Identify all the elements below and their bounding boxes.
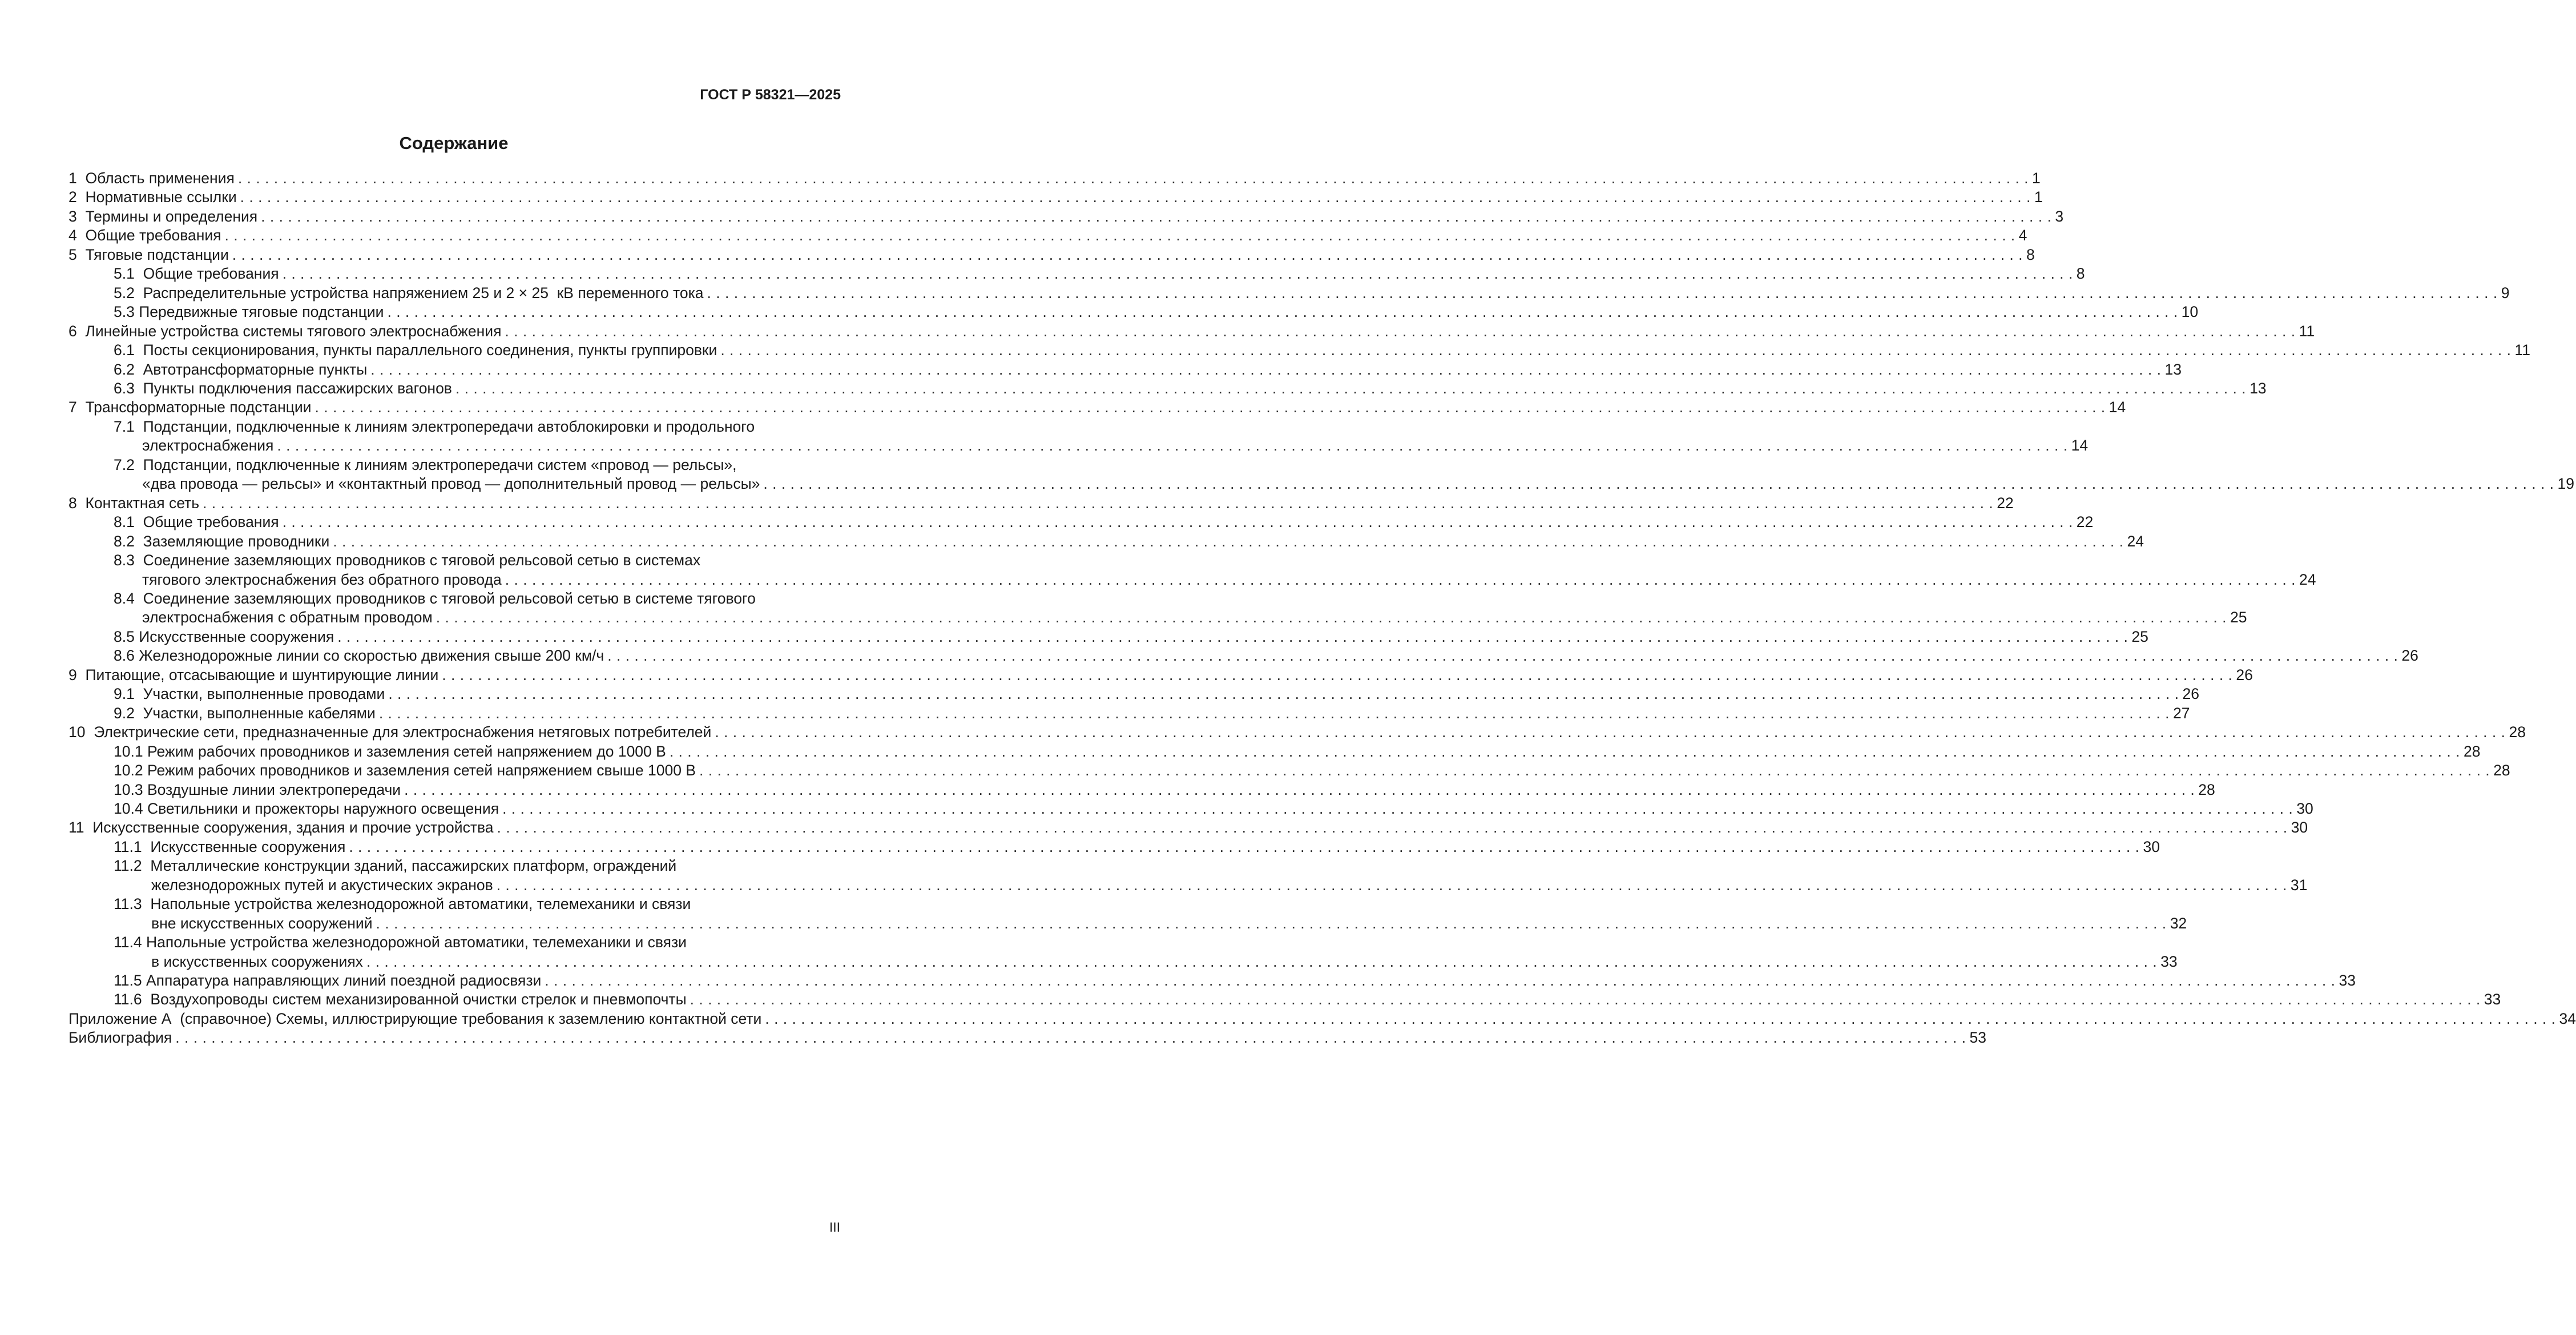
toc-entry-label: 11 Искусственные сооружения, здания и прочие устройства bbox=[68, 819, 494, 837]
dot-leader: . . . . . . . . . . . . . . . . . . . . . . . . . . . . . . . . . . . . . . . . . . . . . . . . . . . . . . . . . . . . . . . . . . . . . . . . . . . . . . . . . . . . . . . . . . . . . . . . . . . . . . . . . . . . . . . . . . . . . . . . . . . . . . . . . . . . . . . . . . . . . . . . . . . . . . . . . . . . . . . . . . . . . . . . . . . . . . . . . . . . . . . . . . . . . . . . . . . . . . . . bbox=[224, 227, 2015, 244]
toc-entry[interactable] bbox=[68, 646, 2418, 665]
toc-entry-label: 2 Нормативные ссылки bbox=[68, 188, 237, 206]
toc-entry-page: 28 bbox=[2493, 762, 2510, 779]
toc-entry-page: 9 bbox=[2501, 284, 2510, 301]
toc-entry[interactable] bbox=[68, 379, 2267, 398]
toc-entry-label: 7.2 Подстанции, подключенные к линиям электропередачи систем «провод — рельсы», bbox=[114, 456, 737, 473]
toc-entry[interactable] bbox=[68, 532, 2144, 551]
standard-code: ГОСТ Р 58321—2025 bbox=[700, 87, 841, 103]
toc-entry-page: 30 bbox=[2143, 838, 2160, 855]
toc-entry[interactable] bbox=[68, 761, 2510, 780]
toc-entry[interactable] bbox=[68, 169, 2041, 188]
toc-entry-label: 3 Термины и определения bbox=[68, 207, 258, 225]
dot-leader: . . . . . . . . . . . . . . . . . . . . . . . . . . . . . . . . . . . . . . . . . . . . . . . . . . . . . . . . . . . . . . . . . . . . . . . . . . . . . . . . . . . . . . . . . . . . . . . . . . . . . . . . . . . . . . . . . . . . . . . . . . . . . . . . . . . . . . . . . . . . . . . . . . . . . . . . . . . . . . . . . . . . . . . . . . . . . . . . . . . . . . . . . . . . . . . . . . . . . . . . bbox=[388, 685, 2179, 703]
toc-entry-label: 6 Линейные устройства системы тягового электроснабжения bbox=[68, 322, 502, 340]
toc-entry-label: 5.1 Общие требования bbox=[114, 265, 279, 283]
dot-leader: . . . . . . . . . . . . . . . . . . . . . . . . . . . . . . . . . . . . . . . . . . . . . . . . . . . . . . . . . . . . . . . . . . . . . . . . . . . . . . . . . . . . . . . . . . . . . . . . . . . . . . . . . . . . . . . . . . . . . . . . . . . . . . . . . . . . . . . . . . . . . . . . . . . . . . . . . . . . . . . . . . . . . . . . . . . . . . . . . . . . . . . . . . . . . . . . . . . . . . . . bbox=[436, 609, 2227, 626]
dot-leader: . . . . . . . . . . . . . . . . . . . . . . . . . . . . . . . . . . . . . . . . . . . . . . . . . . . . . . . . . . . . . . . . . . . . . . . . . . . . . . . . . . . . . . . . . . . . . . . . . . . . . . . . . . . . . . . . . . . . . . . . . . . . . . . . . . . . . . . . . . . . . . . . . . . . . . . . . . . . . . . . . . . . . . . . . . . . . . . . . . . . . . . . . . . . . . . . . . . . . . . . bbox=[442, 666, 2233, 683]
dot-leader: . . . . . . . . . . . . . . . . . . . . . . . . . . . . . . . . . . . . . . . . . . . . . . . . . . . . . . . . . . . . . . . . . . . . . . . . . . . . . . . . . . . . . . . . . . . . . . . . . . . . . . . . . . . . . . . . . . . . . . . . . . . . . . . . . . . . . . . . . . . . . . . . . . . . . . . . . . . . . . . . . . . . . . . . . . . . . . . . . . . . . . . . . . . . . . . . . . . . . . . . bbox=[277, 437, 2068, 455]
dot-leader: . . . . . . . . . . . . . . . . . . . . . . . . . . . . . . . . . . . . . . . . . . . . . . . . . . . . . . . . . . . . . . . . . . . . . . . . . . . . . . . . . . . . . . . . . . . . . . . . . . . . . . . . . . . . . . . . . . . . . . . . . . . . . . . . . . . . . . . . . . . . . . . . . . . . . . . . . . . . . . . . . . . . . . . . . . . . . . . . . . . . . . . . . . . . . . . . . . . . . . . . bbox=[370, 360, 2162, 378]
toc-entry-label: 11.2 Металлические конструкции зданий, пассажирских платформ, ограждений bbox=[114, 857, 677, 875]
toc-entry-label: железнодорожных путей и акустических экранов bbox=[151, 876, 493, 894]
toc-entry-label: Библиография bbox=[68, 1029, 172, 1047]
dot-leader: . . . . . . . . . . . . . . . . . . . . . . . . . . . . . . . . . . . . . . . . . . . . . . . . . . . . . . . . . . . . . . . . . . . . . . . . . . . . . . . . . . . . . . . . . . . . . . . . . . . . . . . . . . . . . . . . . . . . . . . . . . . . . . . . . . . . . . . . . . . . . . . . . . . . . . . . . . . . . . . . . . . . . . . . . . . . . . . . . . . . . . . . . . . . . . . . . . . . . . . . bbox=[203, 494, 1994, 512]
dot-leader: . . . . . . . . . . . . . . . . . . . . . . . . . . . . . . . . . . . . . . . . . . . . . . . . . . . . . . . . . . . . . . . . . . . . . . . . . . . . . . . . . . . . . . . . . . . . . . . . . . . . . . . . . . . . . . . . . . . . . . . . . . . . . . . . . . . . . . . . . . . . . . . . . . . . . . . . . . . . . . . . . . . . . . . . . . . . . . . . . . . . . . . . . . . . . . . . . . . . . . . . bbox=[261, 207, 2052, 225]
toc-entry-label: 8.3 Соединение заземляющих проводников с тяговой рельсовой сетью в системах bbox=[114, 552, 701, 569]
toc-entry-label: электроснабжения с обратным проводом bbox=[142, 609, 433, 626]
dot-leader: . . . . . . . . . . . . . . . . . . . . . . . . . . . . . . . . . . . . . . . . . . . . . . . . . . . . . . . . . . . . . . . . . . . . . . . . . . . . . . . . . . . . . . . . . . . . . . . . . . . . . . . . . . . . . . . . . . . . . . . . . . . . . . . . . . . . . . . . . . . . . . . . . . . . . . . . . . . . . . . . . . . . . . . . . . . . . . . . . . . . . . . . . . . . . . . . . . . . . . . . bbox=[282, 513, 2073, 531]
toc-entry[interactable] bbox=[68, 494, 2014, 513]
toc-entry-label: 9 Питающие, отсасывающие и шунтирующие линии bbox=[68, 666, 439, 683]
toc-entry-label: 6.3 Пункты подключения пассажирских вагонов bbox=[114, 379, 452, 397]
toc-entry-label: Приложение А (справочное) Схемы, иллюстрирующие требования к заземлению контактной сети bbox=[68, 1010, 762, 1027]
toc-entry[interactable] bbox=[68, 264, 2085, 283]
toc-entry-page: 4 bbox=[2018, 227, 2027, 244]
toc-entry-page: 25 bbox=[2230, 609, 2247, 626]
toc-entry[interactable] bbox=[68, 990, 2501, 1009]
toc-entry-label: тягового электроснабжения без обратного провода bbox=[142, 570, 502, 588]
toc-entry-label: 10.2 Режим рабочих проводников и заземления сетей напряжением свыше 1000 В bbox=[114, 762, 696, 779]
toc-entry-label: 11.5 Аппаратура направляющих линий поездной радиосвязи bbox=[114, 972, 542, 990]
toc-title: Содержание bbox=[399, 133, 509, 153]
toc-entry[interactable] bbox=[68, 341, 2530, 360]
toc-entry[interactable] bbox=[68, 857, 2308, 895]
toc-entry[interactable] bbox=[68, 818, 2308, 837]
toc-entry-page: 24 bbox=[2127, 532, 2144, 550]
toc-entry-label: 9.2 Участки, выполненные кабелями bbox=[114, 704, 376, 722]
toc-entry[interactable] bbox=[68, 207, 2064, 226]
toc-entry-label: 4 Общие требования bbox=[68, 227, 221, 244]
dot-leader: . . . . . . . . . . . . . . . . . . . . . . . . . . . . . . . . . . . . . . . . . . . . . . . . . . . . . . . . . . . . . . . . . . . . . . . . . . . . . . . . . . . . . . . . . . . . . . . . . . . . . . . . . . . . . . . . . . . . . . . . . . . . . . . . . . . . . . . . . . . . . . . . . . . . . . . . . . . . . . . . . . . . . . . . . . . . . . . . . . . . . . . . . . . . . . . . . . . . . . . . bbox=[502, 799, 2293, 817]
toc-entry[interactable] bbox=[68, 398, 2126, 417]
dot-leader: . . . . . . . . . . . . . . . . . . . . . . . . . . . . . . . . . . . . . . . . . . . . . . . . . . . . . . . . . . . . . . . . . . . . . . . . . . . . . . . . . . . . . . . . . . . . . . . . . . . . . . . . . . . . . . . . . . . . . . . . . . . . . . . . . . . . . . . . . . . . . . . . . . . . . . . . . . . . . . . . . . . . . . . . . . . . . . . . . . . . . . . . . . . . . . . . . . . . . . . . bbox=[349, 838, 2140, 855]
dot-leader: . . . . . . . . . . . . . . . . . . . . . . . . . . . . . . . . . . . . . . . . . . . . . . . . . . . . . . . . . . . . . . . . . . . . . . . . . . . . . . . . . . . . . . . . . . . . . . . . . . . . . . . . . . . . . . . . . . . . . . . . . . . . . . . . . . . . . . . . . . . . . . . . . . . . . . . . . . . . . . . . . . . . . . . . . . . . . . . . . . . . . . . . . . . . . . . . . . . . . . . . bbox=[497, 819, 2288, 837]
table-of-contents bbox=[68, 169, 2576, 1048]
toc-entry-label: 5.3 Передвижные тяговые подстанции bbox=[114, 303, 384, 321]
toc-entry[interactable] bbox=[68, 971, 2356, 990]
dot-leader: . . . . . . . . . . . . . . . . . . . . . . . . . . . . . . . . . . . . . . . . . . . . . . . . . . . . . . . . . . . . . . . . . . . . . . . . . . . . . . . . . . . . . . . . . . . . . . . . . . . . . . . . . . . . . . . . . . . . . . . . . . . . . . . . . . . . . . . . . . . . . . . . . . . . . . . . . . . . . . . . . . . . . . . . . . . . . . . . . . . . . . . . . . . . . . . . . . . . . . . . bbox=[240, 188, 2031, 206]
toc-entry-page: 8 bbox=[2076, 265, 2085, 283]
toc-entry-label: 11.3 Напольные устройства железнодорожной автоматики, телемеханики и связи bbox=[114, 895, 691, 913]
toc-entry-page: 31 bbox=[2290, 876, 2308, 894]
dot-leader: . . . . . . . . . . . . . . . . . . . . . . . . . . . . . . . . . . . . . . . . . . . . . . . . . . . . . . . . . . . . . . . . . . . . . . . . . . . . . . . . . . . . . . . . . . . . . . . . . . . . . . . . . . . . . . . . . . . . . . . . . . . . . . . . . . . . . . . . . . . . . . . . . . . . . . . . . . . . . . . . . . . . . . . . . . . . . . . . . . . . . . . . . . . . . . . . . . . . . . . . bbox=[337, 628, 2128, 645]
toc-entry-page: 11 bbox=[2514, 341, 2530, 359]
dot-leader: . . . . . . . . . . . . . . . . . . . . . . . . . . . . . . . . . . . . . . . . . . . . . . . . . . . . . . . . . . . . . . . . . . . . . . . . . . . . . . . . . . . . . . . . . . . . . . . . . . . . . . . . . . . . . . . . . . . . . . . . . . . . . . . . . . . . . . . . . . . . . . . . . . . . . . . . . . . . . . . . . . . . . . . . . . . . . . . . . . . . . . . . . . . . . . . . . . . . . . . . bbox=[720, 341, 2512, 359]
toc-entry-label: 10.3 Воздушные линии электропередачи bbox=[114, 781, 401, 798]
toc-entry[interactable] bbox=[68, 666, 2253, 685]
dot-leader: . . . . . . . . . . . . . . . . . . . . . . . . . . . . . . . . . . . . . . . . . . . . . . . . . . . . . . . . . . . . . . . . . . . . . . . . . . . . . . . . . . . . . . . . . . . . . . . . . . . . . . . . . . . . . . . . . . . . . . . . . . . . . . . . . . . . . . . . . . . . . . . . . . . . . . . . . . . . . . . . . . . . . . . . . . . . . . . . . . . . . . . . . . . . . . . . . . . . . . . . bbox=[505, 322, 2296, 340]
toc-entry-page: 28 bbox=[2509, 723, 2526, 741]
toc-entry-label: 8.4 Соединение заземляющих проводников с тяговой рельсовой сетью в системе тягового bbox=[114, 589, 756, 607]
toc-entry-page: 26 bbox=[2401, 647, 2418, 665]
toc-entry-page: 28 bbox=[2198, 781, 2215, 798]
toc-entry[interactable] bbox=[68, 1010, 2576, 1028]
dot-leader: . . . . . . . . . . . . . . . . . . . . . . . . . . . . . . . . . . . . . . . . . . . . . . . . . . . . . . . . . . . . . . . . . . . . . . . . . . . . . . . . . . . . . . . . . . . . . . . . . . . . . . . . . . . . . . . . . . . . . . . . . . . . . . . . . . . . . . . . . . . . . . . . . . . . . . . . . . . . . . . . . . . . . . . . . . . . . . . . . . . . . . . . . . . . . . . . . . . . . . . . bbox=[232, 246, 2023, 263]
toc-entry-page: 19 bbox=[2557, 475, 2575, 493]
dot-leader: . . . . . . . . . . . . . . . . . . . . . . . . . . . . . . . . . . . . . . . . . . . . . . . . . . . . . . . . . . . . . . . . . . . . . . . . . . . . . . . . . . . . . . . . . . . . . . . . . . . . . . . . . . . . . . . . . . . . . . . . . . . . . . . . . . . . . . . . . . . . . . . . . . . . . . . . . . . . . . . . . . . . . . . . . . . . . . . . . . . . . . . . . . . . . . . . . . . . . . . . bbox=[237, 170, 2029, 187]
toc-entry[interactable] bbox=[68, 303, 2199, 321]
dot-leader: . . . . . . . . . . . . . . . . . . . . . . . . . . . . . . . . . . . . . . . . . . . . . . . . . . . . . . . . . . . . . . . . . . . . . . . . . . . . . . . . . . . . . . . . . . . . . . . . . . . . . . . . . . . . . . . . . . . . . . . . . . . . . . . . . . . . . . . . . . . . . . . . . . . . . . . . . . . . . . . . . . . . . . . . . . . . . . . . . . . . . . . . . . . . . . . . . . . . . . . . bbox=[315, 399, 2106, 416]
toc-entry[interactable] bbox=[68, 628, 2148, 646]
dot-leader: . . . . . . . . . . . . . . . . . . . . . . . . . . . . . . . . . . . . . . . . . . . . . . . . . . . . . . . . . . . . . . . . . . . . . . . . . . . . . . . . . . . . . . . . . . . . . . . . . . . . . . . . . . . . . . . . . . . . . . . . . . . . . . . . . . . . . . . . . . . . . . . . . . . . . . . . . . . . . . . . . . . . . . . . . . . . . . . . . . . . . . . . . . . . . . . . . . . . . . . . bbox=[545, 972, 2336, 990]
toc-entry-page: 13 bbox=[2250, 379, 2267, 397]
toc-entry-label: 8.1 Общие требования bbox=[114, 513, 279, 531]
dot-leader: . . . . . . . . . . . . . . . . . . . . . . . . . . . . . . . . . . . . . . . . . . . . . . . . . . . . . . . . . . . . . . . . . . . . . . . . . . . . . . . . . . . . . . . . . . . . . . . . . . . . . . . . . . . . . . . . . . . . . . . . . . . . . . . . . . . . . . . . . . . . . . . . . . . . . . . . . . . . . . . . . . . . . . . . . . . . . . . . . . . . . . . . . . . . . . . . . . . . . . . . bbox=[690, 991, 2481, 1008]
toc-entry-page: 27 bbox=[2173, 704, 2190, 722]
toc-entry-label: электроснабжения bbox=[142, 437, 274, 455]
dot-leader: . . . . . . . . . . . . . . . . . . . . . . . . . . . . . . . . . . . . . . . . . . . . . . . . . . . . . . . . . . . . . . . . . . . . . . . . . . . . . . . . . . . . . . . . . . . . . . . . . . . . . . . . . . . . . . . . . . . . . . . . . . . . . . . . . . . . . . . . . . . . . . . . . . . . . . . . . . . . . . . . . . . . . . . . . . . . . . . . . . . . . . . . . . . . . . . . . . . . . . . . bbox=[175, 1029, 1966, 1047]
toc-entry[interactable] bbox=[68, 589, 2247, 628]
toc-entry[interactable] bbox=[68, 322, 2315, 341]
toc-entry-page: 32 bbox=[2170, 914, 2187, 932]
dot-leader: . . . . . . . . . . . . . . . . . . . . . . . . . . . . . . . . . . . . . . . . . . . . . . . . . . . . . . . . . . . . . . . . . . . . . . . . . . . . . . . . . . . . . . . . . . . . . . . . . . . . . . . . . . . . . . . . . . . . . . . . . . . . . . . . . . . . . . . . . . . . . . . . . . . . . . . . . . . . . . . . . . . . . . . . . . . . . . . . . . . . . . . . . . . . . . . . . . . . . . . . bbox=[707, 284, 2498, 301]
toc-entry-page: 30 bbox=[2291, 819, 2308, 837]
toc-entry-page: 14 bbox=[2071, 437, 2089, 455]
toc-entry-label: 11.6 Воздухопроводы систем механизированной очистки стрелок и пневмопочты bbox=[114, 991, 687, 1008]
dot-leader: . . . . . . . . . . . . . . . . . . . . . . . . . . . . . . . . . . . . . . . . . . . . . . . . . . . . . . . . . . . . . . . . . . . . . . . . . . . . . . . . . . . . . . . . . . . . . . . . . . . . . . . . . . . . . . . . . . . . . . . . . . . . . . . . . . . . . . . . . . . . . . . . . . . . . . . . . . . . . . . . . . . . . . . . . . . . . . . . . . . . . . . . . . . . . . . . . . . . . . . . bbox=[715, 723, 2506, 741]
dot-leader: . . . . . . . . . . . . . . . . . . . . . . . . . . . . . . . . . . . . . . . . . . . . . . . . . . . . . . . . . . . . . . . . . . . . . . . . . . . . . . . . . . . . . . . . . . . . . . . . . . . . . . . . . . . . . . . . . . . . . . . . . . . . . . . . . . . . . . . . . . . . . . . . . . . . . . . . . . . . . . . . . . . . . . . . . . . . . . . . . . . . . . . . . . . . . . . . . . . . . . . . bbox=[765, 1010, 2556, 1027]
dot-leader: . . . . . . . . . . . . . . . . . . . . . . . . . . . . . . . . . . . . . . . . . . . . . . . . . . . . . . . . . . . . . . . . . . . . . . . . . . . . . . . . . . . . . . . . . . . . . . . . . . . . . . . . . . . . . . . . . . . . . . . . . . . . . . . . . . . . . . . . . . . . . . . . . . . . . . . . . . . . . . . . . . . . . . . . . . . . . . . . . . . . . . . . . . . . . . . . . . . . . . . . bbox=[387, 303, 2178, 321]
toc-entry[interactable] bbox=[68, 704, 2190, 723]
toc-entry-label: 1 Область применения bbox=[68, 170, 235, 187]
toc-entry-page: 33 bbox=[2339, 972, 2356, 990]
page-number: III bbox=[829, 1220, 840, 1235]
toc-entry-label: 8.5 Искусственные сооружения bbox=[114, 628, 334, 645]
toc-entry[interactable] bbox=[68, 723, 2526, 742]
toc-entry-label: 6.2 Автотрансформаторные пункты bbox=[114, 360, 368, 378]
toc-entry-label: 10 Электрические сети, предназначенные для электроснабжения нетяговых потребителей bbox=[68, 723, 712, 741]
toc-entry[interactable] bbox=[68, 799, 2313, 818]
toc-entry[interactable] bbox=[68, 933, 2178, 971]
toc-entry[interactable] bbox=[68, 456, 2575, 494]
dot-leader: . . . . . . . . . . . . . . . . . . . . . . . . . . . . . . . . . . . . . . . . . . . . . . . . . . . . . . . . . . . . . . . . . . . . . . . . . . . . . . . . . . . . . . . . . . . . . . . . . . . . . . . . . . . . . . . . . . . . . . . . . . . . . . . . . . . . . . . . . . . . . . . . . . . . . . . . . . . . . . . . . . . . . . . . . . . . . . . . . . . . . . . . . . . . . . . . . . . . . . . . bbox=[378, 704, 2170, 722]
toc-entry-page: 53 bbox=[1969, 1029, 1986, 1047]
toc-entry-label: 6.1 Посты секционирования, пункты параллельного соединения, пункты группировки bbox=[114, 341, 717, 359]
toc-entry[interactable] bbox=[68, 226, 2027, 245]
toc-entry[interactable] bbox=[68, 838, 2160, 857]
toc-entry-page: 10 bbox=[2181, 303, 2199, 321]
toc-entry-label: вне искусственных сооружений bbox=[151, 914, 373, 932]
toc-entry[interactable] bbox=[68, 1028, 1986, 1047]
toc-entry-page: 3 bbox=[2055, 207, 2064, 225]
toc-entry-page: 24 bbox=[2299, 570, 2316, 588]
toc-entry-page: 30 bbox=[2296, 799, 2313, 817]
dot-leader: . . . . . . . . . . . . . . . . . . . . . . . . . . . . . . . . . . . . . . . . . . . . . . . . . . . . . . . . . . . . . . . . . . . . . . . . . . . . . . . . . . . . . . . . . . . . . . . . . . . . . . . . . . . . . . . . . . . . . . . . . . . . . . . . . . . . . . . . . . . . . . . . . . . . . . . . . . . . . . . . . . . . . . . . . . . . . . . . . . . . . . . . . . . . . . . . . . . . . . . . bbox=[366, 952, 2158, 970]
toc-entry-page: 33 bbox=[2160, 952, 2178, 970]
toc-entry-page: 26 bbox=[2236, 666, 2253, 683]
dot-leader: . . . . . . . . . . . . . . . . . . . . . . . . . . . . . . . . . . . . . . . . . . . . . . . . . . . . . . . . . . . . . . . . . . . . . . . . . . . . . . . . . . . . . . . . . . . . . . . . . . . . . . . . . . . . . . . . . . . . . . . . . . . . . . . . . . . . . . . . . . . . . . . . . . . . . . . . . . . . . . . . . . . . . . . . . . . . . . . . . . . . . . . . . . . . . . . . . . . . . . . . bbox=[763, 475, 2554, 493]
toc-entry[interactable] bbox=[68, 781, 2215, 799]
toc-entry-label: 8.2 Заземляющие проводники bbox=[114, 532, 330, 550]
toc-entry-label: 5.2 Распределительные устройства напряжением 25 и 2 × 25 кВ переменного тока bbox=[114, 284, 704, 301]
toc-entry[interactable] bbox=[68, 417, 2089, 456]
toc-entry-label: 10.4 Светильники и прожекторы наружного освещения bbox=[114, 799, 499, 817]
toc-entry[interactable] bbox=[68, 246, 2035, 264]
toc-entry-page: 14 bbox=[2109, 399, 2126, 416]
toc-entry-page: 26 bbox=[2182, 685, 2199, 703]
toc-entry-label: 8.6 Железнодорожные линии со скоростью движения свыше 200 км/ч bbox=[114, 647, 604, 665]
toc-entry-label: 11.4 Напольные устройства железнодорожной автоматики, телемеханики и связи bbox=[114, 934, 687, 951]
dot-leader: . . . . . . . . . . . . . . . . . . . . . . . . . . . . . . . . . . . . . . . . . . . . . . . . . . . . . . . . . . . . . . . . . . . . . . . . . . . . . . . . . . . . . . . . . . . . . . . . . . . . . . . . . . . . . . . . . . . . . . . . . . . . . . . . . . . . . . . . . . . . . . . . . . . . . . . . . . . . . . . . . . . . . . . . . . . . . . . . . . . . . . . . . . . . . . . . . . . . . . . . bbox=[699, 762, 2490, 779]
toc-entry-page: 34 bbox=[2559, 1010, 2576, 1027]
dot-leader: . . . . . . . . . . . . . . . . . . . . . . . . . . . . . . . . . . . . . . . . . . . . . . . . . . . . . . . . . . . . . . . . . . . . . . . . . . . . . . . . . . . . . . . . . . . . . . . . . . . . . . . . . . . . . . . . . . . . . . . . . . . . . . . . . . . . . . . . . . . . . . . . . . . . . . . . . . . . . . . . . . . . . . . . . . . . . . . . . . . . . . . . . . . . . . . . . . . . . . . . bbox=[455, 379, 2247, 397]
toc-entry[interactable] bbox=[68, 551, 2316, 589]
dot-leader: . . . . . . . . . . . . . . . . . . . . . . . . . . . . . . . . . . . . . . . . . . . . . . . . . . . . . . . . . . . . . . . . . . . . . . . . . . . . . . . . . . . . . . . . . . . . . . . . . . . . . . . . . . . . . . . . . . . . . . . . . . . . . . . . . . . . . . . . . . . . . . . . . . . . . . . . . . . . . . . . . . . . . . . . . . . . . . . . . . . . . . . . . . . . . . . . . . . . . . . . bbox=[496, 876, 2287, 894]
toc-entry-label: 10.1 Режим рабочих проводников и заземления сетей напряжением до 1000 В bbox=[114, 742, 666, 760]
toc-entry-page: 22 bbox=[2076, 513, 2094, 531]
toc-entry[interactable] bbox=[68, 742, 2481, 761]
toc-entry-label: 5 Тяговые подстанции bbox=[68, 246, 229, 263]
toc-entry-label: 9.1 Участки, выполненные проводами bbox=[114, 685, 385, 703]
toc-entry-page: 25 bbox=[2131, 628, 2148, 645]
toc-entry-page: 1 bbox=[2032, 170, 2041, 187]
dot-leader: . . . . . . . . . . . . . . . . . . . . . . . . . . . . . . . . . . . . . . . . . . . . . . . . . . . . . . . . . . . . . . . . . . . . . . . . . . . . . . . . . . . . . . . . . . . . . . . . . . . . . . . . . . . . . . . . . . . . . . . . . . . . . . . . . . . . . . . . . . . . . . . . . . . . . . . . . . . . . . . . . . . . . . . . . . . . . . . . . . . . . . . . . . . . . . . . . . . . . . . . bbox=[404, 781, 2195, 798]
toc-entry[interactable] bbox=[68, 284, 2510, 303]
dot-leader: . . . . . . . . . . . . . . . . . . . . . . . . . . . . . . . . . . . . . . . . . . . . . . . . . . . . . . . . . . . . . . . . . . . . . . . . . . . . . . . . . . . . . . . . . . . . . . . . . . . . . . . . . . . . . . . . . . . . . . . . . . . . . . . . . . . . . . . . . . . . . . . . . . . . . . . . . . . . . . . . . . . . . . . . . . . . . . . . . . . . . . . . . . . . . . . . . . . . . . . . bbox=[376, 914, 2167, 932]
dot-leader: . . . . . . . . . . . . . . . . . . . . . . . . . . . . . . . . . . . . . . . . . . . . . . . . . . . . . . . . . . . . . . . . . . . . . . . . . . . . . . . . . . . . . . . . . . . . . . . . . . . . . . . . . . . . . . . . . . . . . . . . . . . . . . . . . . . . . . . . . . . . . . . . . . . . . . . . . . . . . . . . . . . . . . . . . . . . . . . . . . . . . . . . . . . . . . . . . . . . . . . . bbox=[282, 265, 2073, 283]
toc-entry-label: в искусственных сооружениях bbox=[151, 952, 363, 970]
toc-entry-label: 7 Трансформаторные подстанции bbox=[68, 399, 312, 416]
dot-leader: . . . . . . . . . . . . . . . . . . . . . . . . . . . . . . . . . . . . . . . . . . . . . . . . . . . . . . . . . . . . . . . . . . . . . . . . . . . . . . . . . . . . . . . . . . . . . . . . . . . . . . . . . . . . . . . . . . . . . . . . . . . . . . . . . . . . . . . . . . . . . . . . . . . . . . . . . . . . . . . . . . . . . . . . . . . . . . . . . . . . . . . . . . . . . . . . . . . . . . . . bbox=[669, 742, 2460, 760]
toc-entry-page: 1 bbox=[2034, 188, 2043, 206]
toc-entry[interactable] bbox=[68, 513, 2094, 532]
toc-entry-page: 33 bbox=[2484, 991, 2501, 1008]
toc-entry-label: 11.1 Искусственные сооружения bbox=[114, 838, 346, 855]
toc-entry-label: «два провода — рельсы» и «контактный провод — дополнительный провод — рельсы» bbox=[142, 475, 760, 493]
toc-entry-label: 7.1 Подстанции, подключенные к линиям электропередачи автоблокировки и продольного bbox=[114, 417, 755, 435]
dot-leader: . . . . . . . . . . . . . . . . . . . . . . . . . . . . . . . . . . . . . . . . . . . . . . . . . . . . . . . . . . . . . . . . . . . . . . . . . . . . . . . . . . . . . . . . . . . . . . . . . . . . . . . . . . . . . . . . . . . . . . . . . . . . . . . . . . . . . . . . . . . . . . . . . . . . . . . . . . . . . . . . . . . . . . . . . . . . . . . . . . . . . . . . . . . . . . . . . . . . . . . . bbox=[505, 570, 2296, 588]
toc-entry-page: 11 bbox=[2299, 322, 2315, 340]
toc-entry-label: 8 Контактная сеть bbox=[68, 494, 200, 512]
toc-entry[interactable] bbox=[68, 895, 2187, 933]
toc-entry[interactable] bbox=[68, 360, 2182, 379]
toc-entry-page: 22 bbox=[1997, 494, 2014, 512]
toc-entry-page: 28 bbox=[2464, 742, 2481, 760]
dot-leader: . . . . . . . . . . . . . . . . . . . . . . . . . . . . . . . . . . . . . . . . . . . . . . . . . . . . . . . . . . . . . . . . . . . . . . . . . . . . . . . . . . . . . . . . . . . . . . . . . . . . . . . . . . . . . . . . . . . . . . . . . . . . . . . . . . . . . . . . . . . . . . . . . . . . . . . . . . . . . . . . . . . . . . . . . . . . . . . . . . . . . . . . . . . . . . . . . . . . . . . . bbox=[333, 532, 2124, 550]
toc-entry[interactable] bbox=[68, 188, 2043, 207]
toc-entry[interactable] bbox=[68, 685, 2199, 703]
toc-entry-page: 8 bbox=[2026, 246, 2035, 263]
dot-leader: . . . . . . . . . . . . . . . . . . . . . . . . . . . . . . . . . . . . . . . . . . . . . . . . . . . . . . . . . . . . . . . . . . . . . . . . . . . . . . . . . . . . . . . . . . . . . . . . . . . . . . . . . . . . . . . . . . . . . . . . . . . . . . . . . . . . . . . . . . . . . . . . . . . . . . . . . . . . . . . . . . . . . . . . . . . . . . . . . . . . . . . . . . . . . . . . . . . . . . . . bbox=[607, 647, 2398, 665]
toc-entry-page: 13 bbox=[2164, 360, 2182, 378]
